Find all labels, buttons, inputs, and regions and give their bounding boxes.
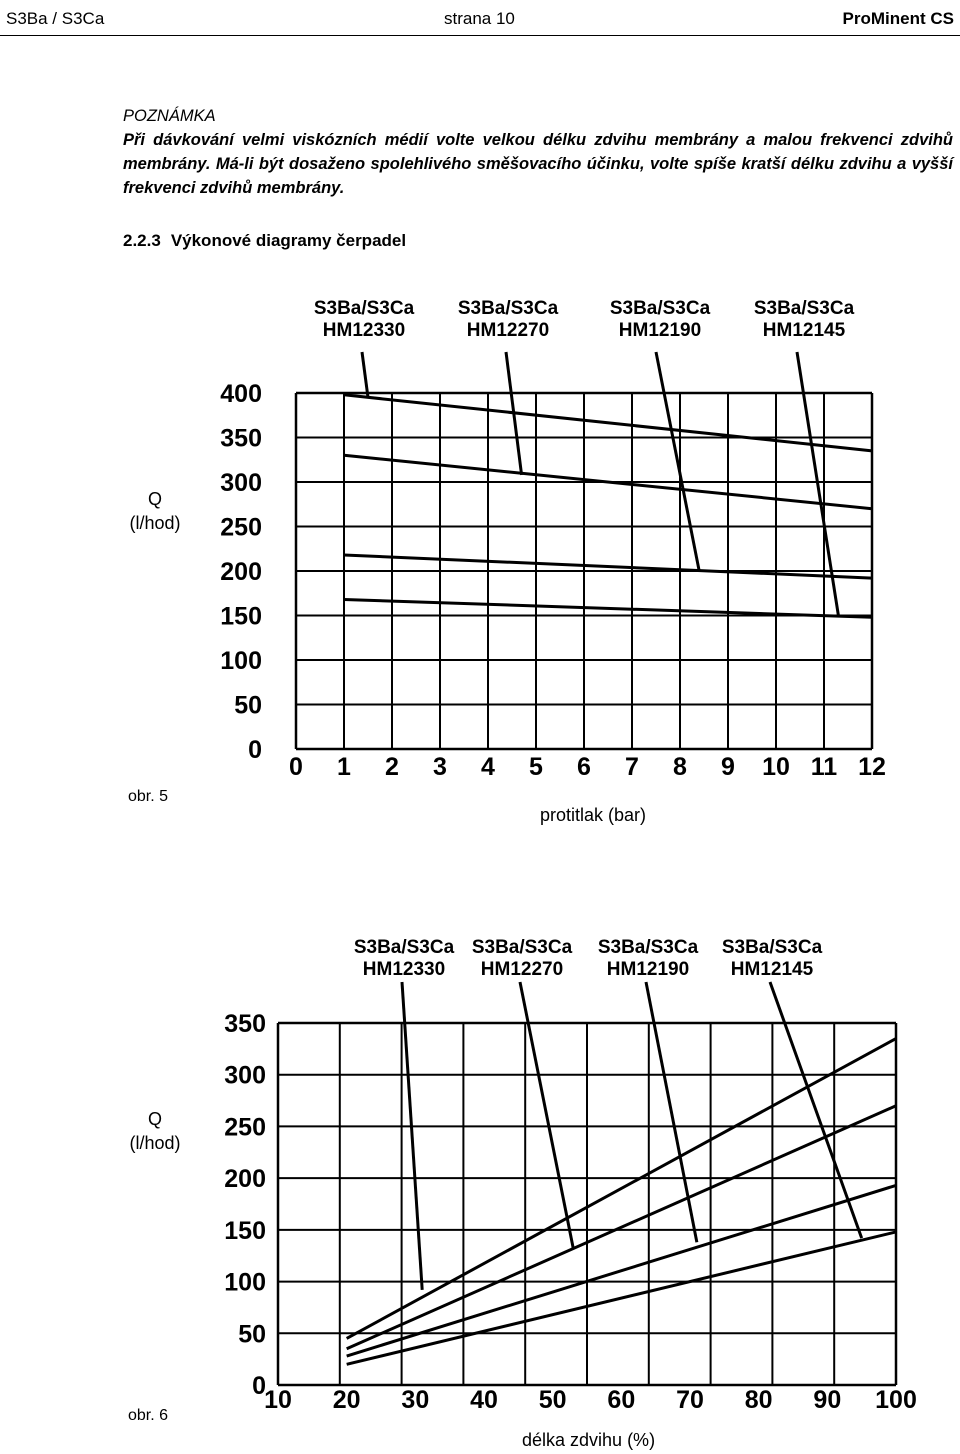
section-number: 2.2.3 [123, 231, 161, 250]
chart1-series-label-name: S3Ba/S3Ca [597, 937, 699, 958]
chart-obr5-figure-label: obr. 5 [128, 788, 169, 805]
chart1-xtick-label: 100 [875, 1386, 917, 1414]
chart0-ytick-label: 350 [220, 424, 262, 453]
chart0-xtick-label: 1 [337, 753, 351, 781]
chart0-series-label-model: HM12330 [322, 320, 406, 341]
chart1-series-label-model: HM12270 [480, 959, 564, 980]
chart1-xtick-label: 40 [470, 1386, 498, 1414]
chart1-ytick-label: 150 [224, 1216, 266, 1245]
chart0-ytick-label: 50 [234, 691, 262, 720]
chart-obr5-xlabel: protitlak (bar) [540, 805, 647, 825]
chart0-xtick-label: 9 [721, 753, 735, 781]
chart0-xtick-label: 7 [625, 753, 639, 781]
chart-obr5-ylabel [100, 487, 210, 535]
chart1-ytick-label: 250 [224, 1113, 266, 1142]
chart1-xtick-label: 70 [676, 1386, 704, 1414]
chart1-series-label-name: S3Ba/S3Ca [471, 937, 573, 958]
chart-obr5-ylabel-q: Q [147, 489, 162, 509]
chart0-series-label-name: S3Ba/S3Ca [609, 298, 711, 319]
chart0-series-line-HM12190 [344, 555, 872, 578]
chart1-ytick-label: 350 [224, 1010, 266, 1038]
chart1-ytick-label: 300 [224, 1061, 266, 1090]
chart0-ytick-label: 150 [220, 602, 262, 631]
chart0-leader-line-HM12190 [656, 352, 699, 571]
chart0-leader-line-HM12330 [362, 352, 368, 397]
chart-obr6 [0, 890, 960, 1450]
chart1-xtick-label: 80 [744, 1386, 773, 1414]
chart1-xtick-label: 30 [401, 1386, 430, 1414]
chart1-ytick-label: 0 [252, 1372, 266, 1400]
chart0-series-label-model: HM12270 [466, 320, 550, 341]
chart0-xtick-label: 12 [858, 753, 886, 781]
chart0-xtick-label: 5 [529, 753, 543, 781]
chart0-ytick-label: 250 [220, 513, 262, 542]
chart0-xtick-label: 11 [810, 753, 838, 781]
chart0-series-line-HM12330 [344, 395, 872, 451]
chart1-leader-line-HM12190 [646, 982, 697, 1242]
chart0-ytick-label: 100 [220, 647, 262, 675]
chart0-xtick-label: 4 [481, 753, 495, 781]
chart0-xtick-label: 6 [577, 753, 591, 781]
section-title: Výkonové diagramy čerpadel [170, 231, 407, 250]
chart1-series-line-HM12145 [347, 1232, 896, 1364]
chart0-ytick-label: 400 [220, 380, 262, 408]
chart-obr6-ylabel-unit: (l/hod) [129, 1133, 181, 1153]
header-model: S3Ba / S3Ca [6, 9, 105, 28]
chart1-leader-line-HM12330 [402, 982, 422, 1290]
chart-obr6-figure-label: obr. 6 [128, 1407, 169, 1424]
chart1-series-line-HM12190 [347, 1185, 896, 1356]
chart1-series-line-HM12330 [347, 1039, 896, 1339]
header-brand: ProMinent CS [842, 9, 954, 28]
chart0-series-label-name: S3Ba/S3Ca [753, 298, 855, 319]
chart1-series-label-name: S3Ba/S3Ca [721, 937, 823, 958]
chart1-xtick-label: 20 [332, 1386, 361, 1414]
chart0-ytick-label: 300 [220, 469, 262, 497]
header-page-number: strana 10 [444, 9, 515, 28]
chart1-xtick-label: 10 [264, 1386, 292, 1414]
chart1-xtick-label: 60 [607, 1386, 636, 1414]
chart-obr6-ylabel [100, 1107, 210, 1155]
chart1-series-line-HM12270 [347, 1106, 896, 1349]
chart1-series-label-model: HM12330 [362, 959, 446, 980]
chart1-series-label-model: HM12145 [730, 959, 814, 980]
chart0-xtick-label: 2 [385, 753, 399, 781]
chart-obr6-ylabel-q: Q [147, 1109, 162, 1129]
note-body: Při dávkování velmi viskózních médií volte velkou délku zdvihu membrány a malou frekvenci zdvihů membrány. Má-li být dosaženo spolehlivého směšovacího účinku, volte spíše kratší délku zdvihu a vyšší frekvenci zdvihů membrány. [123, 131, 953, 197]
chart0-series-label-name: S3Ba/S3Ca [313, 298, 415, 319]
chart0-series-label-model: HM12145 [762, 320, 846, 341]
chart0-ytick-label: 0 [248, 736, 262, 764]
chart0-xtick-label: 10 [762, 753, 790, 781]
chart1-ytick-label: 100 [224, 1268, 266, 1297]
chart1-xtick-label: 50 [538, 1386, 567, 1414]
chart-obr5-ylabel-unit: (l/hod) [129, 513, 181, 533]
chart0-ytick-label: 200 [220, 558, 262, 586]
chart0-xtick-label: 3 [433, 753, 447, 781]
chart0-series-label-name: S3Ba/S3Ca [457, 298, 559, 319]
note-title: POZNÁMKA [123, 107, 216, 125]
chart1-leader-line-HM12145 [770, 982, 862, 1238]
chart0-xtick-label: 8 [673, 753, 687, 781]
chart0-xtick-label: 0 [289, 753, 303, 781]
chart1-ytick-label: 50 [238, 1320, 266, 1349]
chart1-ytick-label: 200 [224, 1165, 266, 1194]
chart-obr6-xlabel: délka zdvihu (%) [522, 1430, 656, 1450]
chart1-series-label-model: HM12190 [606, 959, 690, 980]
chart1-xtick-label: 90 [813, 1386, 842, 1414]
chart1-series-label-name: S3Ba/S3Ca [353, 937, 455, 958]
chart0-series-label-model: HM12190 [618, 320, 702, 341]
